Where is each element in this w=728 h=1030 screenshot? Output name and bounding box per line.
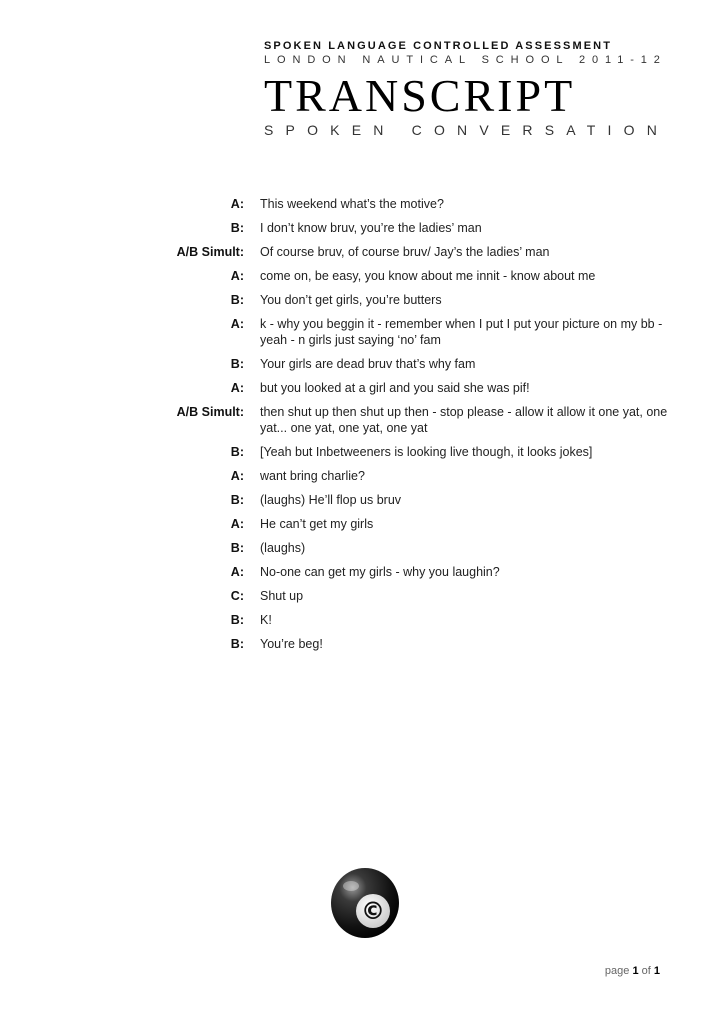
copyright-ball-icon (329, 866, 401, 940)
document-header (264, 40, 704, 138)
page-word: page (604, 965, 630, 977)
utterance-text: Shut up (260, 589, 304, 603)
transcript-row (0, 468, 728, 484)
speaker-label: C: (230, 589, 244, 603)
speaker-label: A: (230, 269, 244, 283)
transcript-row (0, 380, 728, 396)
transcript-row (0, 404, 728, 436)
of-word: of (641, 965, 651, 977)
transcript-row (0, 516, 728, 532)
school-name: LONDON NAUTICAL SCHOOL 2011-12 (264, 54, 667, 66)
copyright-glyph: © (361, 897, 385, 925)
utterance-text: then shut up then shut up then - stop please - allow it allow it one yat, one yat... one yat, one yat, one yat (260, 405, 668, 435)
speaker-label: B: (230, 613, 244, 627)
utterance-text: K! (260, 613, 272, 627)
transcript-row (0, 564, 728, 580)
utterance-text: come on, be easy, you know about me innit - know about me (260, 269, 596, 283)
utterance-text: I don’t know bruv, you’re the ladies’ man (260, 221, 482, 235)
utterance-text: Of course bruv, of course bruv/ Jay’s the ladies’ man (260, 245, 550, 259)
transcript-row (0, 268, 728, 284)
copyright-ball-graphic (329, 866, 401, 940)
speaker-label: B: (230, 637, 244, 651)
speaker-label: A: (230, 565, 244, 579)
speaker-label: A: (230, 381, 244, 395)
page-indicator (605, 965, 660, 977)
utterance-text: He can’t get my girls (260, 517, 374, 531)
transcript-row (0, 316, 728, 348)
speaker-label: B: (230, 493, 244, 507)
utterance-text: want bring charlie? (260, 469, 365, 483)
speaker-label: B: (230, 445, 244, 459)
page-title: TRANSCRIPT (264, 70, 576, 121)
utterance-text: (laughs) He’ll flop us bruv (260, 493, 402, 507)
utterance-text: (laughs) (260, 541, 306, 555)
speaker-label: A/B Simult: (176, 405, 244, 419)
utterance-text: k - why you beggin it - remember when I put I put your picture on my bb - yeah - n girls just saying ‘no’ fam (260, 317, 663, 347)
page-subtitle: SPOKEN CONVERSATION (264, 122, 670, 138)
assessment-title: SPOKEN LANGUAGE CONTROLLED ASSESSMENT (264, 40, 613, 52)
speaker-label: A: (230, 469, 244, 483)
utterance-text: [Yeah but Inbetweeners is looking live though, it looks jokes] (260, 445, 593, 459)
utterance-text: No-one can get my girls - why you laughin? (260, 565, 500, 579)
utterance-text: Your girls are dead bruv that’s why fam (260, 357, 476, 371)
transcript-row (0, 244, 728, 260)
transcript-row (0, 636, 728, 652)
utterance-text: but you looked at a girl and you said she was pif! (260, 381, 530, 395)
transcript (0, 196, 728, 660)
speaker-label: A: (230, 197, 244, 211)
transcript-row (0, 492, 728, 508)
transcript-row (0, 444, 728, 460)
transcript-row (0, 612, 728, 628)
transcript-row (0, 588, 728, 604)
transcript-row (0, 292, 728, 308)
utterance-text: You don’t get girls, you’re butters (260, 293, 442, 307)
speaker-label: A: (230, 517, 244, 531)
current-page: 1 (632, 965, 639, 977)
transcript-row (0, 196, 728, 212)
speaker-label: B: (230, 293, 244, 307)
utterance-text: This weekend what’s the motive? (260, 197, 444, 211)
speaker-label: A/B Simult: (176, 245, 244, 259)
speaker-label: A: (230, 317, 244, 331)
transcript-row (0, 220, 728, 236)
transcript-row (0, 356, 728, 372)
utterance-text: You’re beg! (260, 637, 323, 651)
speaker-label: B: (230, 221, 244, 235)
transcript-row (0, 540, 728, 556)
speaker-label: B: (230, 541, 244, 555)
total-pages: 1 (653, 965, 660, 977)
speaker-label: B: (230, 357, 244, 371)
